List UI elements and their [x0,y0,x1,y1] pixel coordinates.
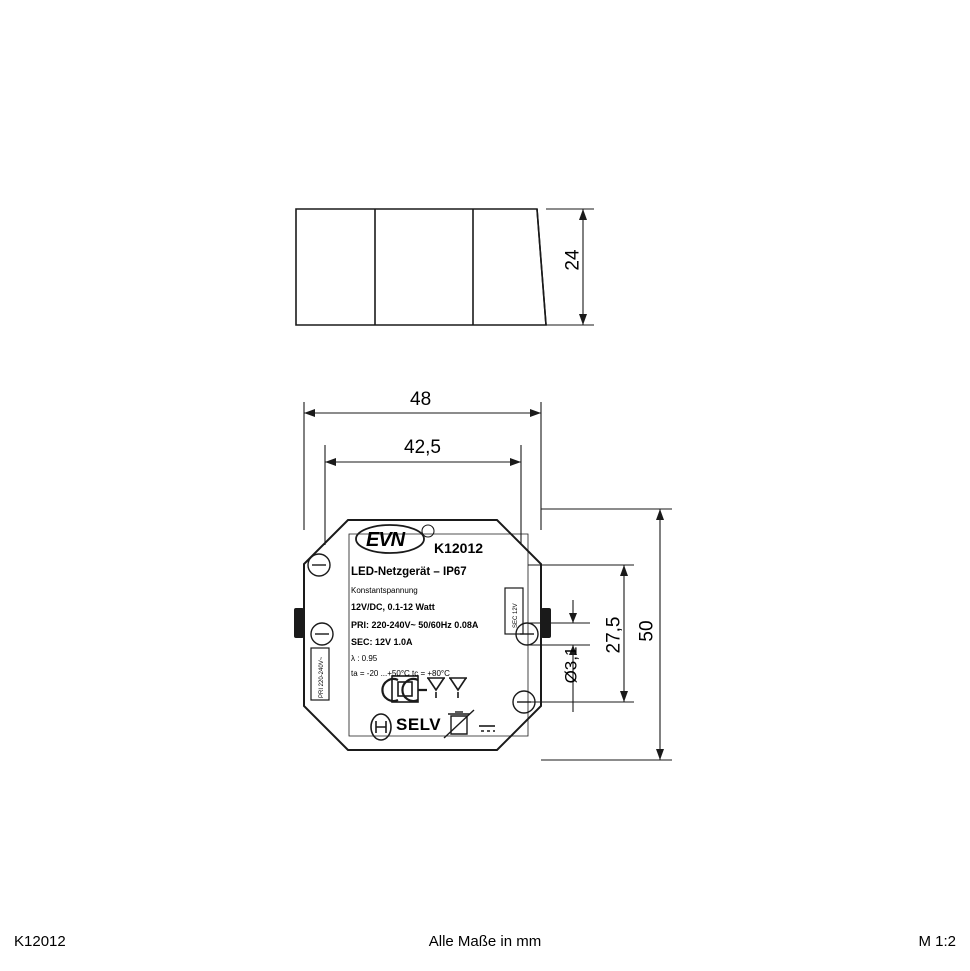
registered-mark-icon [422,525,434,537]
product-rating: 12V/DC, 0.1-12 Watt [351,602,435,612]
drawing-footer [0,933,970,953]
dc-symbol-icon [479,726,495,731]
primary-spec: PRI: 220-240V~ 50/60Hz 0.08A [351,620,479,630]
product-subtitle: Konstantspannung [351,586,418,595]
lambda-spec: λ : 0.95 [351,654,378,663]
product-title: LED-Netzgerät – IP67 [351,566,467,578]
dim-label-24: 24 [562,249,584,271]
footer-units-note: Alle Maße in mm [428,933,542,950]
side-view-outline [296,209,546,325]
dim-label-hole-diameter: Ø3,1 [561,646,581,684]
temperature-spec: ta = -20 ...+50°C tc = +80°C [351,669,450,678]
part-number-label: K12012 [434,540,484,556]
dim-width-48 [304,402,541,530]
brand-logo-text: EVN [366,529,405,551]
dim-label-50: 50 [636,620,658,642]
secondary-spec: SEC: 12V 1.0A [351,637,413,647]
dim-label-425: 42,5 [404,437,441,458]
selv-label: SELV [396,715,442,734]
weee-bin-icon [444,710,474,738]
footer-scale: M 1:2 [918,933,956,950]
terminal-pri-label: PRI 220-240V~ [319,656,325,698]
dim-label-275: 27,5 [603,616,625,654]
terminal-sec-label: SEC 12V [513,603,519,628]
dim-width-425 [325,445,521,545]
safety-symbols-icon [427,678,467,698]
dim-label-48: 48 [410,389,432,410]
footer-part-number: K12012 [14,933,66,950]
